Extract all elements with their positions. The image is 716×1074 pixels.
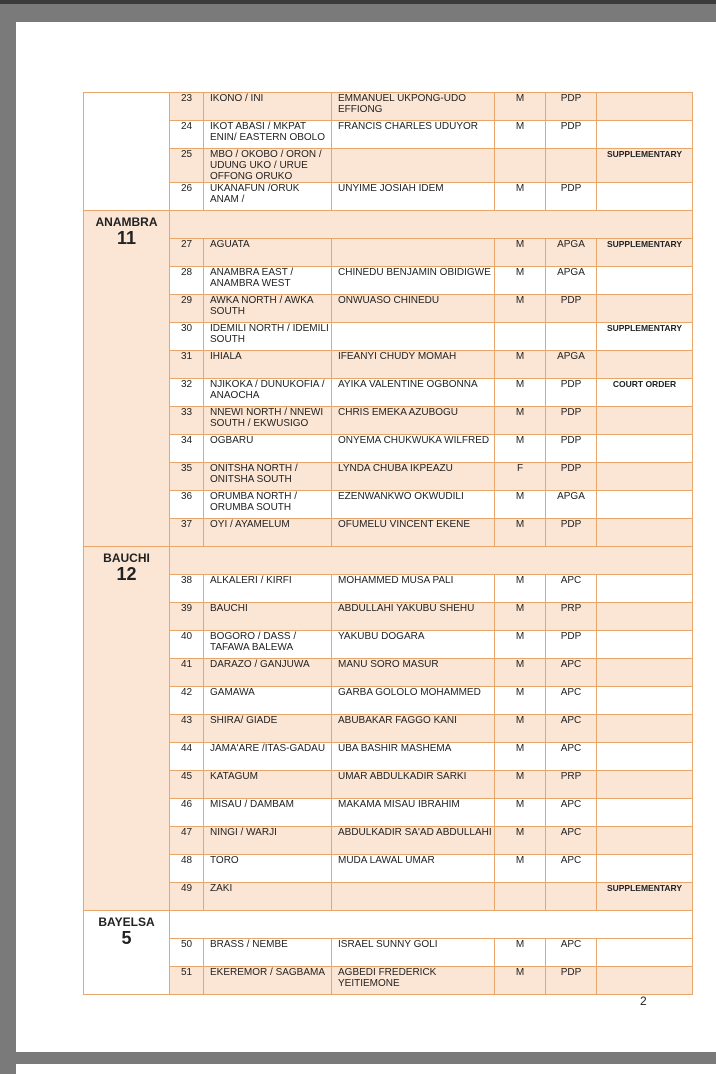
party-name: PDP	[546, 435, 597, 463]
candidate-sex: M	[495, 855, 546, 883]
candidate-name: ABUBAKAR FAGGO KANI	[332, 715, 495, 743]
constituency-name: IKONO / INI	[204, 93, 332, 121]
candidate-name: ONYEMA CHUKWUKA WILFRED	[332, 435, 495, 463]
row-number: 31	[170, 351, 204, 379]
constituency-name: IDEMILI NORTH / IDEMILI SOUTH	[204, 323, 332, 351]
candidate-name	[332, 149, 495, 183]
remark	[597, 575, 693, 603]
remark	[597, 827, 693, 855]
remark	[597, 121, 693, 149]
party-name: APC	[546, 659, 597, 687]
candidate-name: ABDULLAHI YAKUBU SHEHU	[332, 603, 495, 631]
state-cell	[84, 93, 170, 211]
candidate-sex: M	[495, 93, 546, 121]
candidate-sex: M	[495, 519, 546, 547]
constituency-name: ALKALERI / KIRFI	[204, 575, 332, 603]
constituency-name: ONITSHA NORTH / ONITSHA SOUTH	[204, 463, 332, 491]
candidate-name: ONWUASO CHINEDU	[332, 295, 495, 323]
table-row	[84, 715, 693, 743]
remark	[597, 687, 693, 715]
table-row	[84, 687, 693, 715]
constituency-name: MISAU / DAMBAM	[204, 799, 332, 827]
constituency-name: ORUMBA NORTH / ORUMBA SOUTH	[204, 491, 332, 519]
row-number: 38	[170, 575, 204, 603]
remark	[597, 771, 693, 799]
candidate-name: UMAR ABDULKADIR SARKI	[332, 771, 495, 799]
table-row	[84, 771, 693, 799]
candidate-sex: M	[495, 295, 546, 323]
candidate-sex	[495, 883, 546, 911]
row-number: 34	[170, 435, 204, 463]
row-number: 36	[170, 491, 204, 519]
candidate-name: GARBA GOLOLO MOHAMMED	[332, 687, 495, 715]
row-number: 30	[170, 323, 204, 351]
row-number: 35	[170, 463, 204, 491]
constituency-name: BAUCHI	[204, 603, 332, 631]
party-name: APGA	[546, 239, 597, 267]
table-row	[84, 883, 693, 911]
remark	[597, 855, 693, 883]
candidate-sex: M	[495, 771, 546, 799]
table-row	[84, 603, 693, 631]
party-name: APGA	[546, 491, 597, 519]
constituency-name: AGUATA	[204, 239, 332, 267]
candidate-sex: M	[495, 715, 546, 743]
table-row	[84, 183, 693, 211]
row-number: 50	[170, 939, 204, 967]
candidate-sex	[495, 323, 546, 351]
table-row	[84, 519, 693, 547]
candidate-sex: M	[495, 121, 546, 149]
remark: SUPPLEMENTARY	[597, 323, 693, 351]
candidate-name: FRANCIS CHARLES UDUYOR	[332, 121, 495, 149]
table-row	[84, 491, 693, 519]
candidate-sex: M	[495, 603, 546, 631]
constituency-name: ZAKI	[204, 883, 332, 911]
candidate-name: MOHAMMED MUSA PALI	[332, 575, 495, 603]
state-seat-count: 12	[116, 564, 137, 584]
page-number: 2	[640, 994, 647, 1008]
table-row	[84, 379, 693, 407]
row-number: 25	[170, 149, 204, 183]
candidate-name: YAKUBU DOGARA	[332, 631, 495, 659]
candidate-sex: M	[495, 239, 546, 267]
row-number: 47	[170, 827, 204, 855]
remark	[597, 715, 693, 743]
state-band	[170, 211, 693, 239]
candidate-sex: M	[495, 939, 546, 967]
candidate-name: UNYIME JOSIAH IDEM	[332, 183, 495, 211]
table-row	[84, 827, 693, 855]
remark	[597, 351, 693, 379]
table-row	[84, 351, 693, 379]
row-number: 41	[170, 659, 204, 687]
table-row	[84, 659, 693, 687]
party-name: PDP	[546, 93, 597, 121]
state-header-row	[84, 211, 693, 239]
state-seat-count: 5	[121, 928, 132, 948]
candidate-name: EZENWANKWO OKWUDILI	[332, 491, 495, 519]
state-band	[170, 547, 693, 575]
constituency-name: NJIKOKA / DUNUKOFIA / ANAOCHA	[204, 379, 332, 407]
party-name: PDP	[546, 183, 597, 211]
constituency-name: OGBARU	[204, 435, 332, 463]
party-name: PDP	[546, 379, 597, 407]
constituency-name: TORO	[204, 855, 332, 883]
remark	[597, 407, 693, 435]
state-name: BAUCHI	[103, 551, 150, 565]
candidate-name: ABDULKADIR SA'AD ABDULLAHI	[332, 827, 495, 855]
row-number: 48	[170, 855, 204, 883]
table-row	[84, 121, 693, 149]
party-name: APC	[546, 575, 597, 603]
party-name: APGA	[546, 267, 597, 295]
table-row	[84, 855, 693, 883]
remark	[597, 631, 693, 659]
constituency-name: OYI / AYAMELUM	[204, 519, 332, 547]
party-name	[546, 323, 597, 351]
party-name: APC	[546, 687, 597, 715]
row-number: 49	[170, 883, 204, 911]
row-number: 24	[170, 121, 204, 149]
state-seat-count: 11	[116, 228, 137, 248]
party-name: PDP	[546, 631, 597, 659]
candidate-name	[332, 323, 495, 351]
constituency-name: GAMAWA	[204, 687, 332, 715]
candidate-name: CHRIS EMEKA AZUBOGU	[332, 407, 495, 435]
candidate-name: MANU SORO MASUR	[332, 659, 495, 687]
constituency-name: UKANAFUN /ORUK ANAM /	[204, 183, 332, 211]
state-name: BAYELSA	[98, 915, 155, 929]
candidate-name: AYIKA VALENTINE OGBONNA	[332, 379, 495, 407]
constituency-name: BRASS / NEMBE	[204, 939, 332, 967]
row-number: 45	[170, 771, 204, 799]
remark: SUPPLEMENTARY	[597, 149, 693, 183]
row-number: 51	[170, 967, 204, 995]
candidate-name: MUDA LAWAL UMAR	[332, 855, 495, 883]
table-row	[84, 575, 693, 603]
party-name: PDP	[546, 295, 597, 323]
candidate-name: ISRAEL SUNNY GOLI	[332, 939, 495, 967]
row-number: 26	[170, 183, 204, 211]
party-name: APC	[546, 939, 597, 967]
constituency-name: IHIALA	[204, 351, 332, 379]
remark	[597, 967, 693, 995]
row-number: 43	[170, 715, 204, 743]
table-row	[84, 295, 693, 323]
row-number: 23	[170, 93, 204, 121]
next-page-edge	[16, 1064, 716, 1074]
remark	[597, 799, 693, 827]
constituency-name: KATAGUM	[204, 771, 332, 799]
constituency-name: SHIRA/ GIADE	[204, 715, 332, 743]
party-name	[546, 149, 597, 183]
remark	[597, 267, 693, 295]
party-name: PRP	[546, 603, 597, 631]
candidate-name: UBA BASHIR MASHEMA	[332, 743, 495, 771]
candidate-sex: M	[495, 967, 546, 995]
constituency-name: DARAZO / GANJUWA	[204, 659, 332, 687]
table-row	[84, 967, 693, 995]
constituency-name: AWKA NORTH / AWKA SOUTH	[204, 295, 332, 323]
candidate-sex: M	[495, 743, 546, 771]
table-row	[84, 463, 693, 491]
candidate-name: AGBEDI FREDERICK YEITIEMONE	[332, 967, 495, 995]
remark	[597, 463, 693, 491]
remark	[597, 183, 693, 211]
viewer-top-bar	[0, 0, 716, 4]
candidate-name: EMMANUEL UKPONG-UDO EFFIONG	[332, 93, 495, 121]
constituency-name: MBO / OKOBO / ORON / UDUNG UKO / URUE OFFONG ORUKO	[204, 149, 332, 183]
candidate-name	[332, 883, 495, 911]
party-name: PDP	[546, 967, 597, 995]
party-name: APC	[546, 827, 597, 855]
party-name: APC	[546, 799, 597, 827]
row-number: 37	[170, 519, 204, 547]
remark	[597, 295, 693, 323]
candidate-sex: M	[495, 687, 546, 715]
candidate-name: CHINEDU BENJAMIN OBIDIGWE	[332, 267, 495, 295]
constituency-name: BOGORO / DASS / TAFAWA BALEWA	[204, 631, 332, 659]
party-name: APC	[546, 715, 597, 743]
candidate-sex: M	[495, 799, 546, 827]
candidate-name: IFEANYI CHUDY MOMAH	[332, 351, 495, 379]
state-cell	[84, 211, 170, 547]
state-cell	[84, 911, 170, 995]
row-number: 39	[170, 603, 204, 631]
row-number: 44	[170, 743, 204, 771]
candidate-name	[332, 239, 495, 267]
party-name: PDP	[546, 519, 597, 547]
candidate-sex: M	[495, 631, 546, 659]
remark	[597, 93, 693, 121]
table-row	[84, 743, 693, 771]
party-name: PDP	[546, 121, 597, 149]
candidate-sex: M	[495, 491, 546, 519]
party-name: APC	[546, 855, 597, 883]
table-row	[84, 149, 693, 183]
party-name: PDP	[546, 463, 597, 491]
party-name	[546, 883, 597, 911]
table-row	[84, 323, 693, 351]
row-number: 42	[170, 687, 204, 715]
remark	[597, 519, 693, 547]
remark	[597, 659, 693, 687]
constituency-name: IKOT ABASI / MKPAT ENIN/ EASTERN OBOLO	[204, 121, 332, 149]
table-row	[84, 631, 693, 659]
remark: SUPPLEMENTARY	[597, 883, 693, 911]
candidate-sex: M	[495, 575, 546, 603]
constituency-name: EKEREMOR / SAGBAMA	[204, 967, 332, 995]
state-header-row	[84, 547, 693, 575]
remark	[597, 939, 693, 967]
table-row	[84, 239, 693, 267]
remark	[597, 743, 693, 771]
candidate-sex: M	[495, 267, 546, 295]
state-header-row	[84, 911, 693, 939]
candidate-sex: M	[495, 435, 546, 463]
table-row	[84, 435, 693, 463]
candidate-sex: M	[495, 407, 546, 435]
remark	[597, 491, 693, 519]
remark: COURT ORDER	[597, 379, 693, 407]
state-cell	[84, 547, 170, 911]
table-row	[84, 407, 693, 435]
candidate-sex: M	[495, 659, 546, 687]
constituency-name: ANAMBRA EAST / ANAMBRA WEST	[204, 267, 332, 295]
candidate-name: OFUMELU VINCENT EKENE	[332, 519, 495, 547]
table-row	[84, 799, 693, 827]
table-row	[84, 93, 693, 121]
constituency-name: NNEWI NORTH / NNEWI SOUTH / EKWUSIGO	[204, 407, 332, 435]
row-number: 29	[170, 295, 204, 323]
row-number: 46	[170, 799, 204, 827]
remark	[597, 435, 693, 463]
election-results-table	[83, 92, 693, 995]
table-row	[84, 267, 693, 295]
state-name: ANAMBRA	[95, 215, 158, 229]
candidate-sex: M	[495, 351, 546, 379]
row-number: 27	[170, 239, 204, 267]
constituency-name: NINGI / WARJI	[204, 827, 332, 855]
candidate-sex	[495, 149, 546, 183]
state-band	[170, 911, 693, 939]
candidate-sex: F	[495, 463, 546, 491]
remark: SUPPLEMENTARY	[597, 239, 693, 267]
candidate-sex: M	[495, 827, 546, 855]
party-name: PRP	[546, 771, 597, 799]
party-name: PDP	[546, 407, 597, 435]
candidate-name: LYNDA CHUBA IKPEAZU	[332, 463, 495, 491]
candidate-sex: M	[495, 379, 546, 407]
party-name: APGA	[546, 351, 597, 379]
row-number: 28	[170, 267, 204, 295]
candidate-sex: M	[495, 183, 546, 211]
candidate-name: MAKAMA MISAU IBRAHIM	[332, 799, 495, 827]
row-number: 33	[170, 407, 204, 435]
party-name: APC	[546, 743, 597, 771]
table-row	[84, 939, 693, 967]
row-number: 32	[170, 379, 204, 407]
remark	[597, 603, 693, 631]
constituency-name: JAMA'ARE /ITAS-GADAU	[204, 743, 332, 771]
row-number: 40	[170, 631, 204, 659]
